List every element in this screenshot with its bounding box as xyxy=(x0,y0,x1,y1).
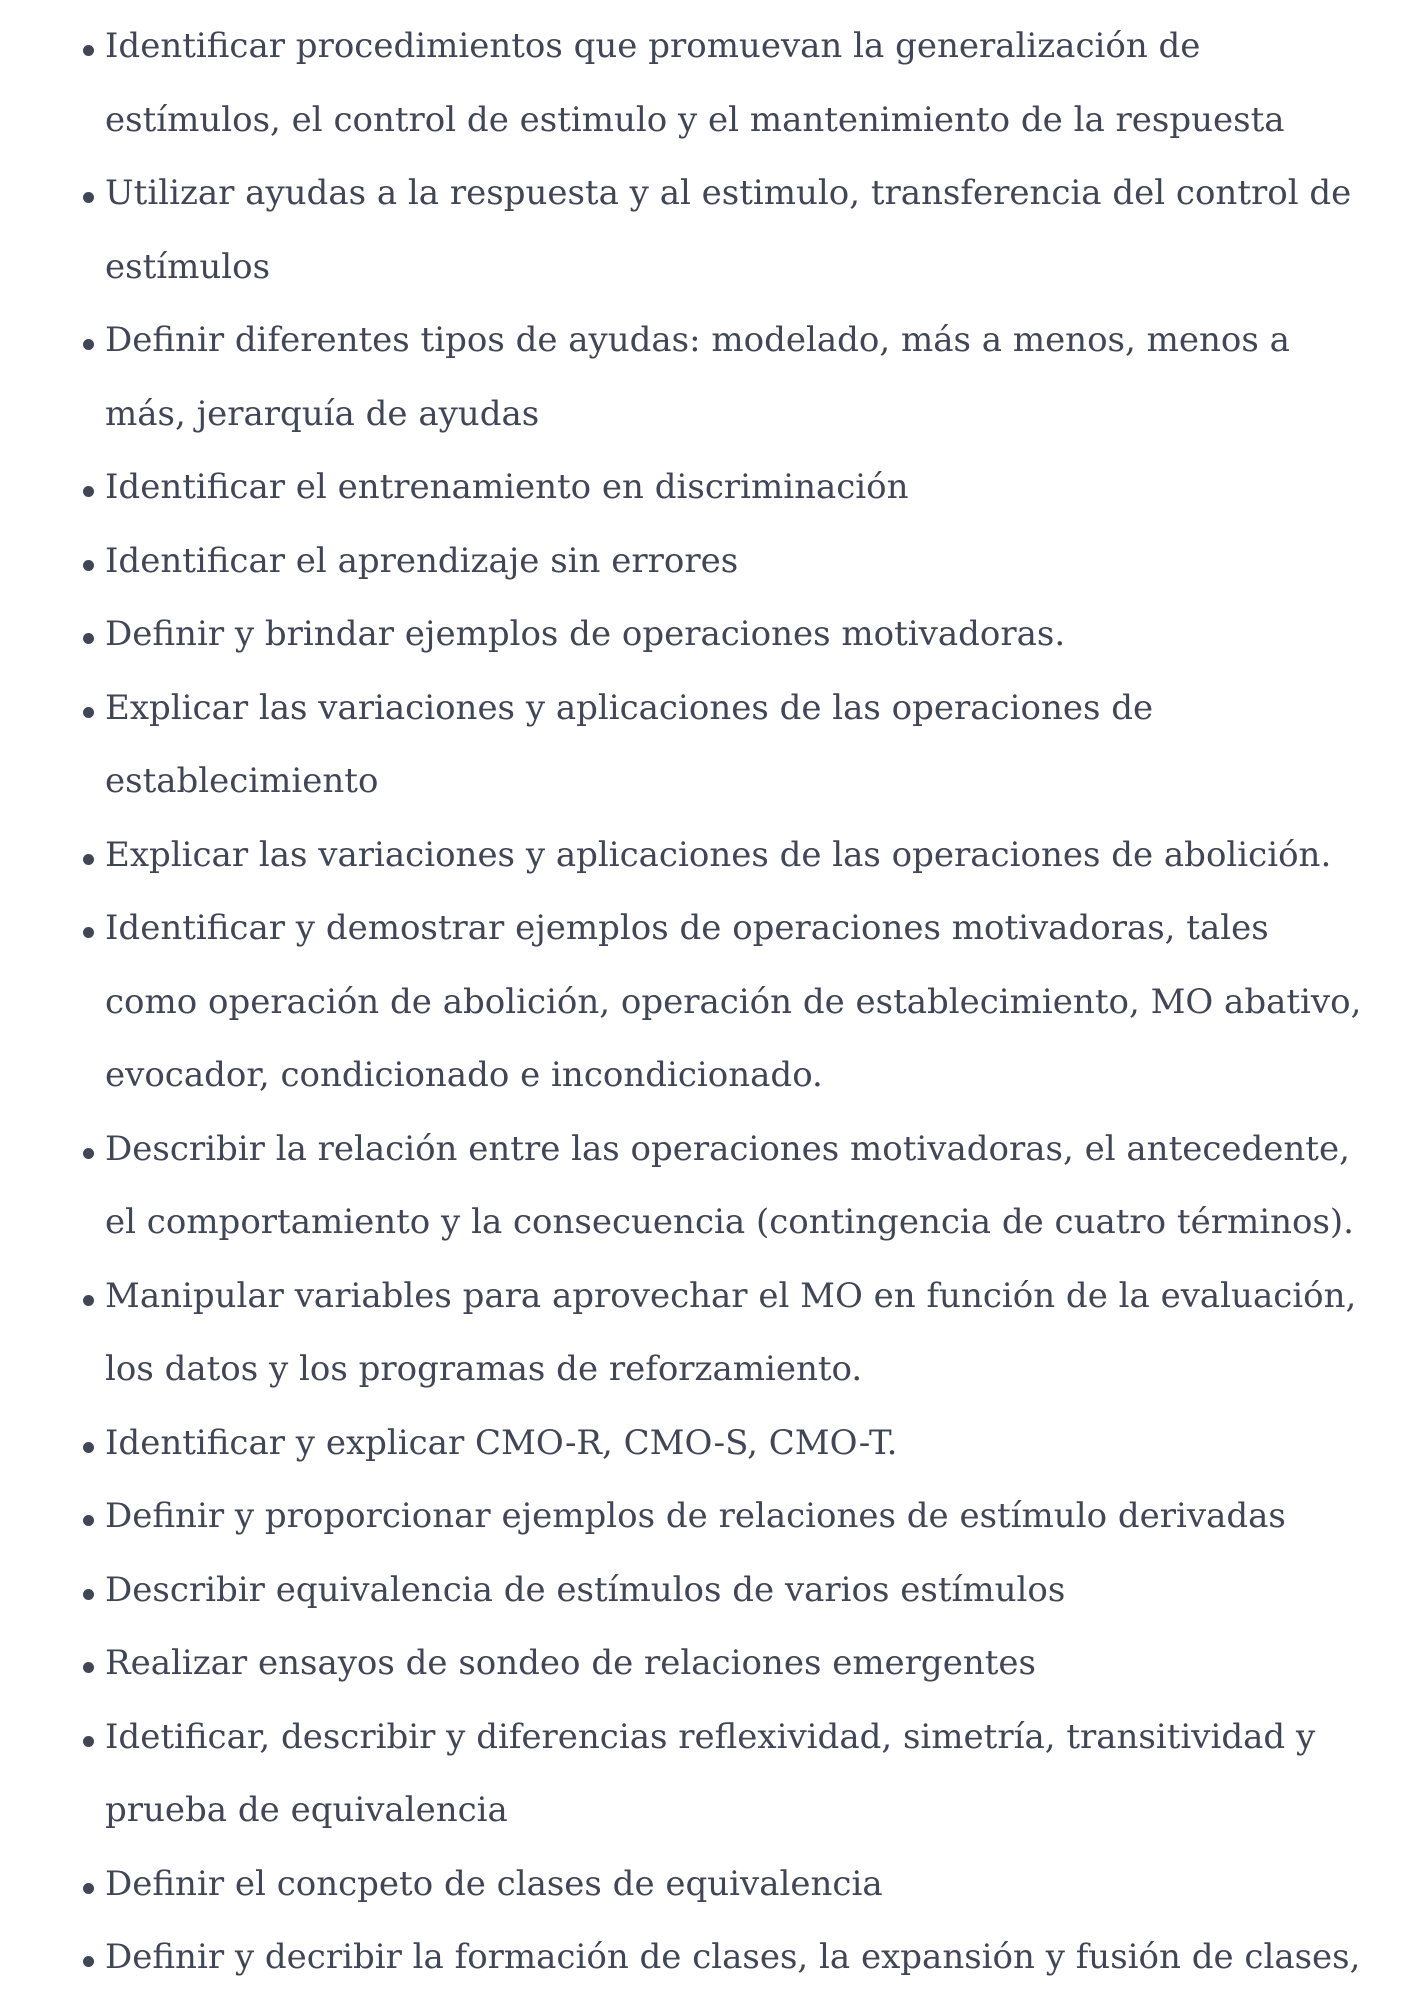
list-item-line: el comportamiento y la consecuencia (contingencia de cuatro términos). xyxy=(105,1202,1354,1242)
bullet-icon xyxy=(83,1662,94,1673)
bullet-icon xyxy=(83,560,94,571)
list-item-line: Identificar procedimientos que promuevan la generalización de xyxy=(105,26,1201,66)
list-item-line: Identificar y explicar CMO-R, CMO-S, CMO-T. xyxy=(105,1422,898,1463)
list-item-line: Idetificar, describir y diferencias reflexividad, simetría, transitividad y xyxy=(105,1716,1316,1757)
bullet-icon xyxy=(83,1148,94,1159)
list-item xyxy=(105,1848,1384,1922)
bullet-icon xyxy=(83,1442,94,1453)
bullet-icon xyxy=(83,486,94,497)
list-item-line: Definir el concpeto de clases de equivalencia xyxy=(105,1863,883,1904)
list-item xyxy=(105,157,1384,304)
list-item-line: más, jerarquía de ayudas xyxy=(105,393,540,434)
list-item xyxy=(105,1627,1384,1701)
bullet-icon xyxy=(83,1956,94,1967)
list-item-line: evocador, condicionado e incondicionado. xyxy=(105,1055,823,1095)
list-item xyxy=(105,1260,1384,1407)
list-item xyxy=(105,598,1384,672)
bullet-icon xyxy=(83,1736,94,1747)
list-item xyxy=(105,451,1384,525)
bullet-icon xyxy=(83,707,94,718)
list-item xyxy=(105,892,1384,1113)
list-item-line: Describir equivalencia de estímulos de varios estímulos xyxy=(105,1569,1066,1610)
list-item xyxy=(105,1113,1384,1260)
list-item xyxy=(105,10,1384,157)
list-item-line: Explicar las variaciones y aplicaciones de las operaciones de abolición. xyxy=(105,834,1332,875)
list-item-line: Realizar ensayos de sondeo de relaciones emergentes xyxy=(105,1643,1036,1683)
list-item xyxy=(105,1921,1384,1995)
list-item-line: Explicar las variaciones y aplicaciones de las operaciones de xyxy=(105,687,1154,728)
list-item-line: los datos y los programas de reforzamiento. xyxy=(105,1349,863,1389)
list-item-line: estímulos xyxy=(105,246,271,287)
list-item-line: Definir y decribir la formación de clases, la expansión y fusión de clases, xyxy=(105,1937,1361,1977)
list-item-line: estímulos, el control de estimulo y el mantenimiento de la respuesta xyxy=(105,99,1285,140)
list-item xyxy=(105,525,1384,599)
bullet-icon xyxy=(83,45,94,56)
list-item xyxy=(105,1554,1384,1628)
list-item-line: Utilizar ayudas a la respuesta y al estimulo, transferencia del control de xyxy=(105,173,1352,213)
list-item-line: Definir diferentes tipos de ayudas: modelado, más a menos, menos a xyxy=(105,320,1290,360)
bullet-icon xyxy=(83,854,94,865)
bullet-icon xyxy=(83,927,94,938)
bullet-icon xyxy=(83,339,94,350)
list-item xyxy=(105,1701,1384,1848)
list-item-line: Identificar el aprendizaje sin errores xyxy=(105,540,739,581)
list-item-line: Identificar y demostrar ejemplos de operaciones motivadoras, tales xyxy=(105,908,1269,948)
bullet-icon xyxy=(83,1295,94,1306)
list-item-line: Describir la relación entre las operaciones motivadoras, el antecedente, xyxy=(105,1128,1350,1169)
list-item-line: como operación de abolición, operación de establecimiento, MO abativo, xyxy=(105,981,1362,1022)
list-item xyxy=(105,304,1384,451)
list-item xyxy=(105,672,1384,819)
bullet-icon xyxy=(83,1589,94,1600)
list-item-line: Identificar el entrenamiento en discriminación xyxy=(105,467,909,507)
list-item xyxy=(105,1407,1384,1481)
bullet-icon xyxy=(83,1515,94,1526)
list-item-line: Manipular variables para aprovechar el MO en función de la evaluación, xyxy=(105,1275,1357,1316)
list-item xyxy=(105,819,1384,893)
list-item xyxy=(105,1480,1384,1554)
bullet-icon xyxy=(83,192,94,203)
bullet-icon xyxy=(83,1883,94,1894)
list-item-line: establecimiento xyxy=(105,761,379,801)
list-item-line: Definir y brindar ejemplos de operaciones motivadoras. xyxy=(105,614,1066,654)
bullet-icon xyxy=(83,633,94,644)
list-item-line: prueba de equivalencia xyxy=(105,1790,508,1830)
list-item-line: Definir y proporcionar ejemplos de relaciones de estímulo derivadas xyxy=(105,1496,1286,1536)
